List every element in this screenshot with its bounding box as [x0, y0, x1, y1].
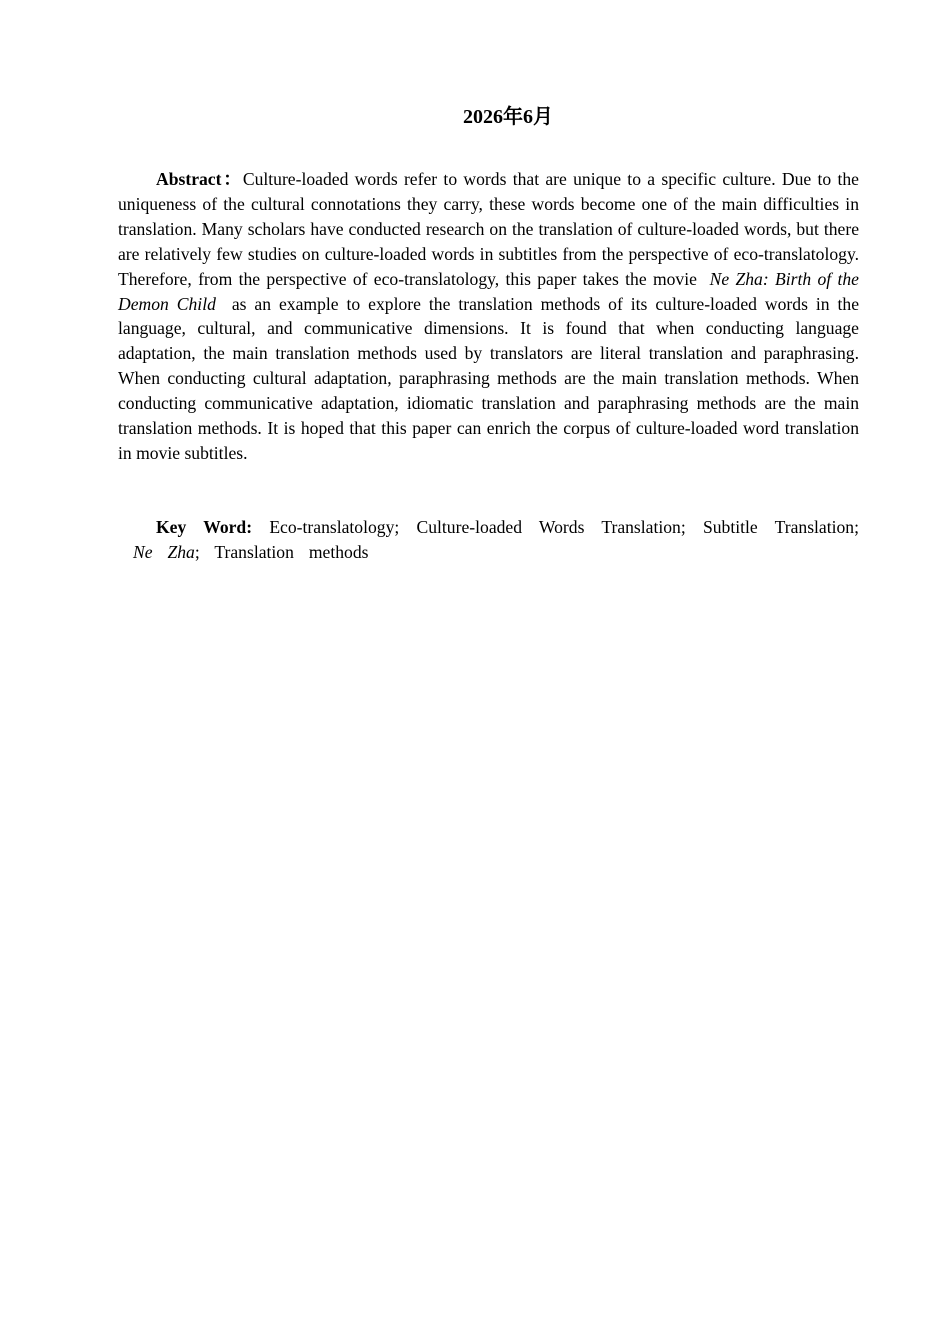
- abstract-text-part-2: as an example to explore the translation methods of its culture-loaded words in the language, cultural, and communicative dimensions. It is found that when conducting language adaptation, the main translation methods used by translators are literal translation and paraphrasing. When conducting cultural adaptation, paraphrasing methods are the main translation methods. When conducting communicative adaptation, idiomatic translation and paraphrasing methods are the main translation methods. It is hoped that this paper can enrich the corpus of culture-loaded word translation in movie subtitles.: [118, 293, 860, 463]
- abstract-label: Abstract：: [156, 169, 243, 189]
- date-heading: 2026年6月: [463, 106, 553, 128]
- keywords-text-part-2: ; Translation methods: [194, 541, 369, 562]
- keywords-italic-term: Ne Zha: [132, 541, 195, 562]
- keywords-text-part-1: Eco-translatology; Culture-loaded Words Translation; Subtitle Translation;: [269, 517, 859, 537]
- keywords-label: Key Word:: [156, 517, 253, 537]
- abstract-text-part-1: Culture-loaded words refer to words that are unique to a specific culture. Due to the uniqueness of the cultural connotations they carry, these words become one of the main difficulties in translation. Many scholars have conducted research on the translation of culture-loaded words, but there are relatively few studies on culture-loaded words in subtitles from the perspective of eco-translatology. Therefore, from the perspective of eco-translatology, this paper takes the movie: [118, 169, 859, 289]
- movie-title: Ne Zha: Birth of the Demon Child: [118, 268, 859, 314]
- keywords-paragraph: [118, 515, 859, 565]
- abstract-paragraph: [118, 167, 859, 466]
